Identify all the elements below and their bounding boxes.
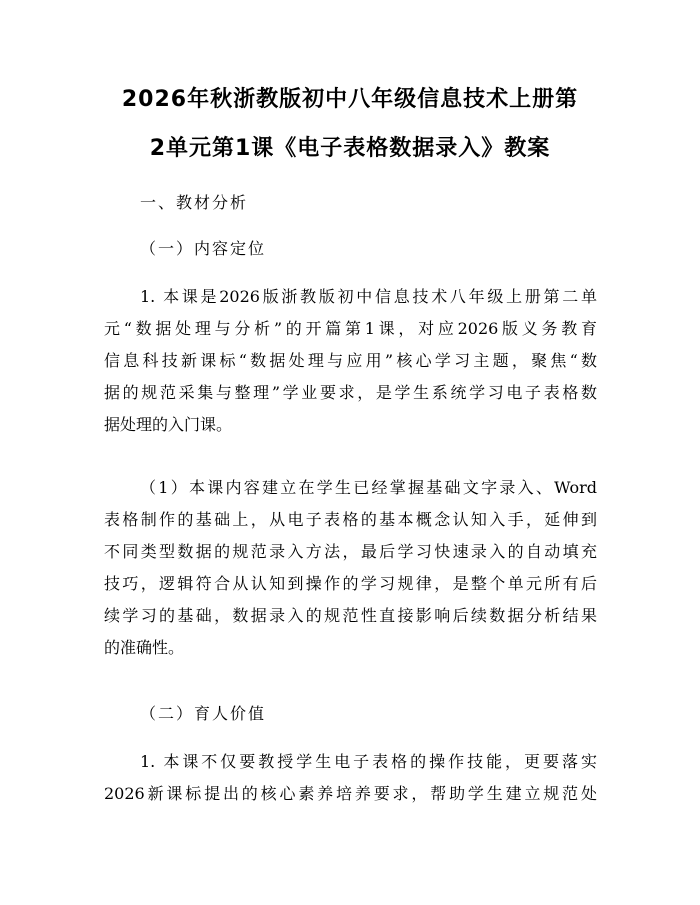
paragraph-line: （1）本课内容建立在学生已经掌握基础文字录入、Word xyxy=(140,478,597,497)
paragraph-line: 不同类型数据的规范录入方法，最后学习快速录入的自动填充 xyxy=(104,542,597,561)
paragraph-line: 的准确性。 xyxy=(104,638,185,657)
paragraph-educational-value xyxy=(104,746,597,810)
paragraph-line: 1. 本课不仅要教授学生电子表格的操作技能，更要落实 xyxy=(140,752,597,771)
paragraph-line: 技巧，逻辑符合从认知到操作的学习规律，是整个单元所有后 xyxy=(104,574,597,593)
subsection-heading-educational-value: （二）育人价值 xyxy=(140,704,267,723)
document-title-line-1: 2026年秋浙教版初中八年级信息技术上册第 xyxy=(121,87,579,112)
subsection-heading-content-positioning: （一）内容定位 xyxy=(140,239,267,258)
document-title-line-2: 2单元第1课《电子表格数据录入》教案 xyxy=(149,136,551,161)
paragraph-line: 信息科技新课标“数据处理与应用”核心学习主题，聚焦“数 xyxy=(104,351,597,370)
paragraph-line: 表格制作的基础上，从电子表格的基本概念认知入手，延伸到 xyxy=(104,510,597,529)
paragraph-line: 据处理的入门课。 xyxy=(104,415,233,434)
paragraph-line: 续学习的基础，数据录入的规范性直接影响后续数据分析结果 xyxy=(104,606,597,625)
section-heading-textbook-analysis: 一、教材分析 xyxy=(140,193,249,212)
paragraph-line: 据的规范采集与整理”学业要求，是学生系统学习电子表格数 xyxy=(104,383,597,402)
paragraph-content-positioning xyxy=(104,281,597,441)
paragraph-line: 元“数据处理与分析”的开篇第1课，对应2026版义务教育 xyxy=(104,319,597,338)
paragraph-line: 1. 本课是2026版浙教版初中信息技术八年级上册第二单 xyxy=(140,287,597,306)
paragraph-line: 2026新课标提出的核心素养培养要求，帮助学生建立规范处 xyxy=(104,784,597,803)
paragraph-content-basis xyxy=(104,472,597,664)
